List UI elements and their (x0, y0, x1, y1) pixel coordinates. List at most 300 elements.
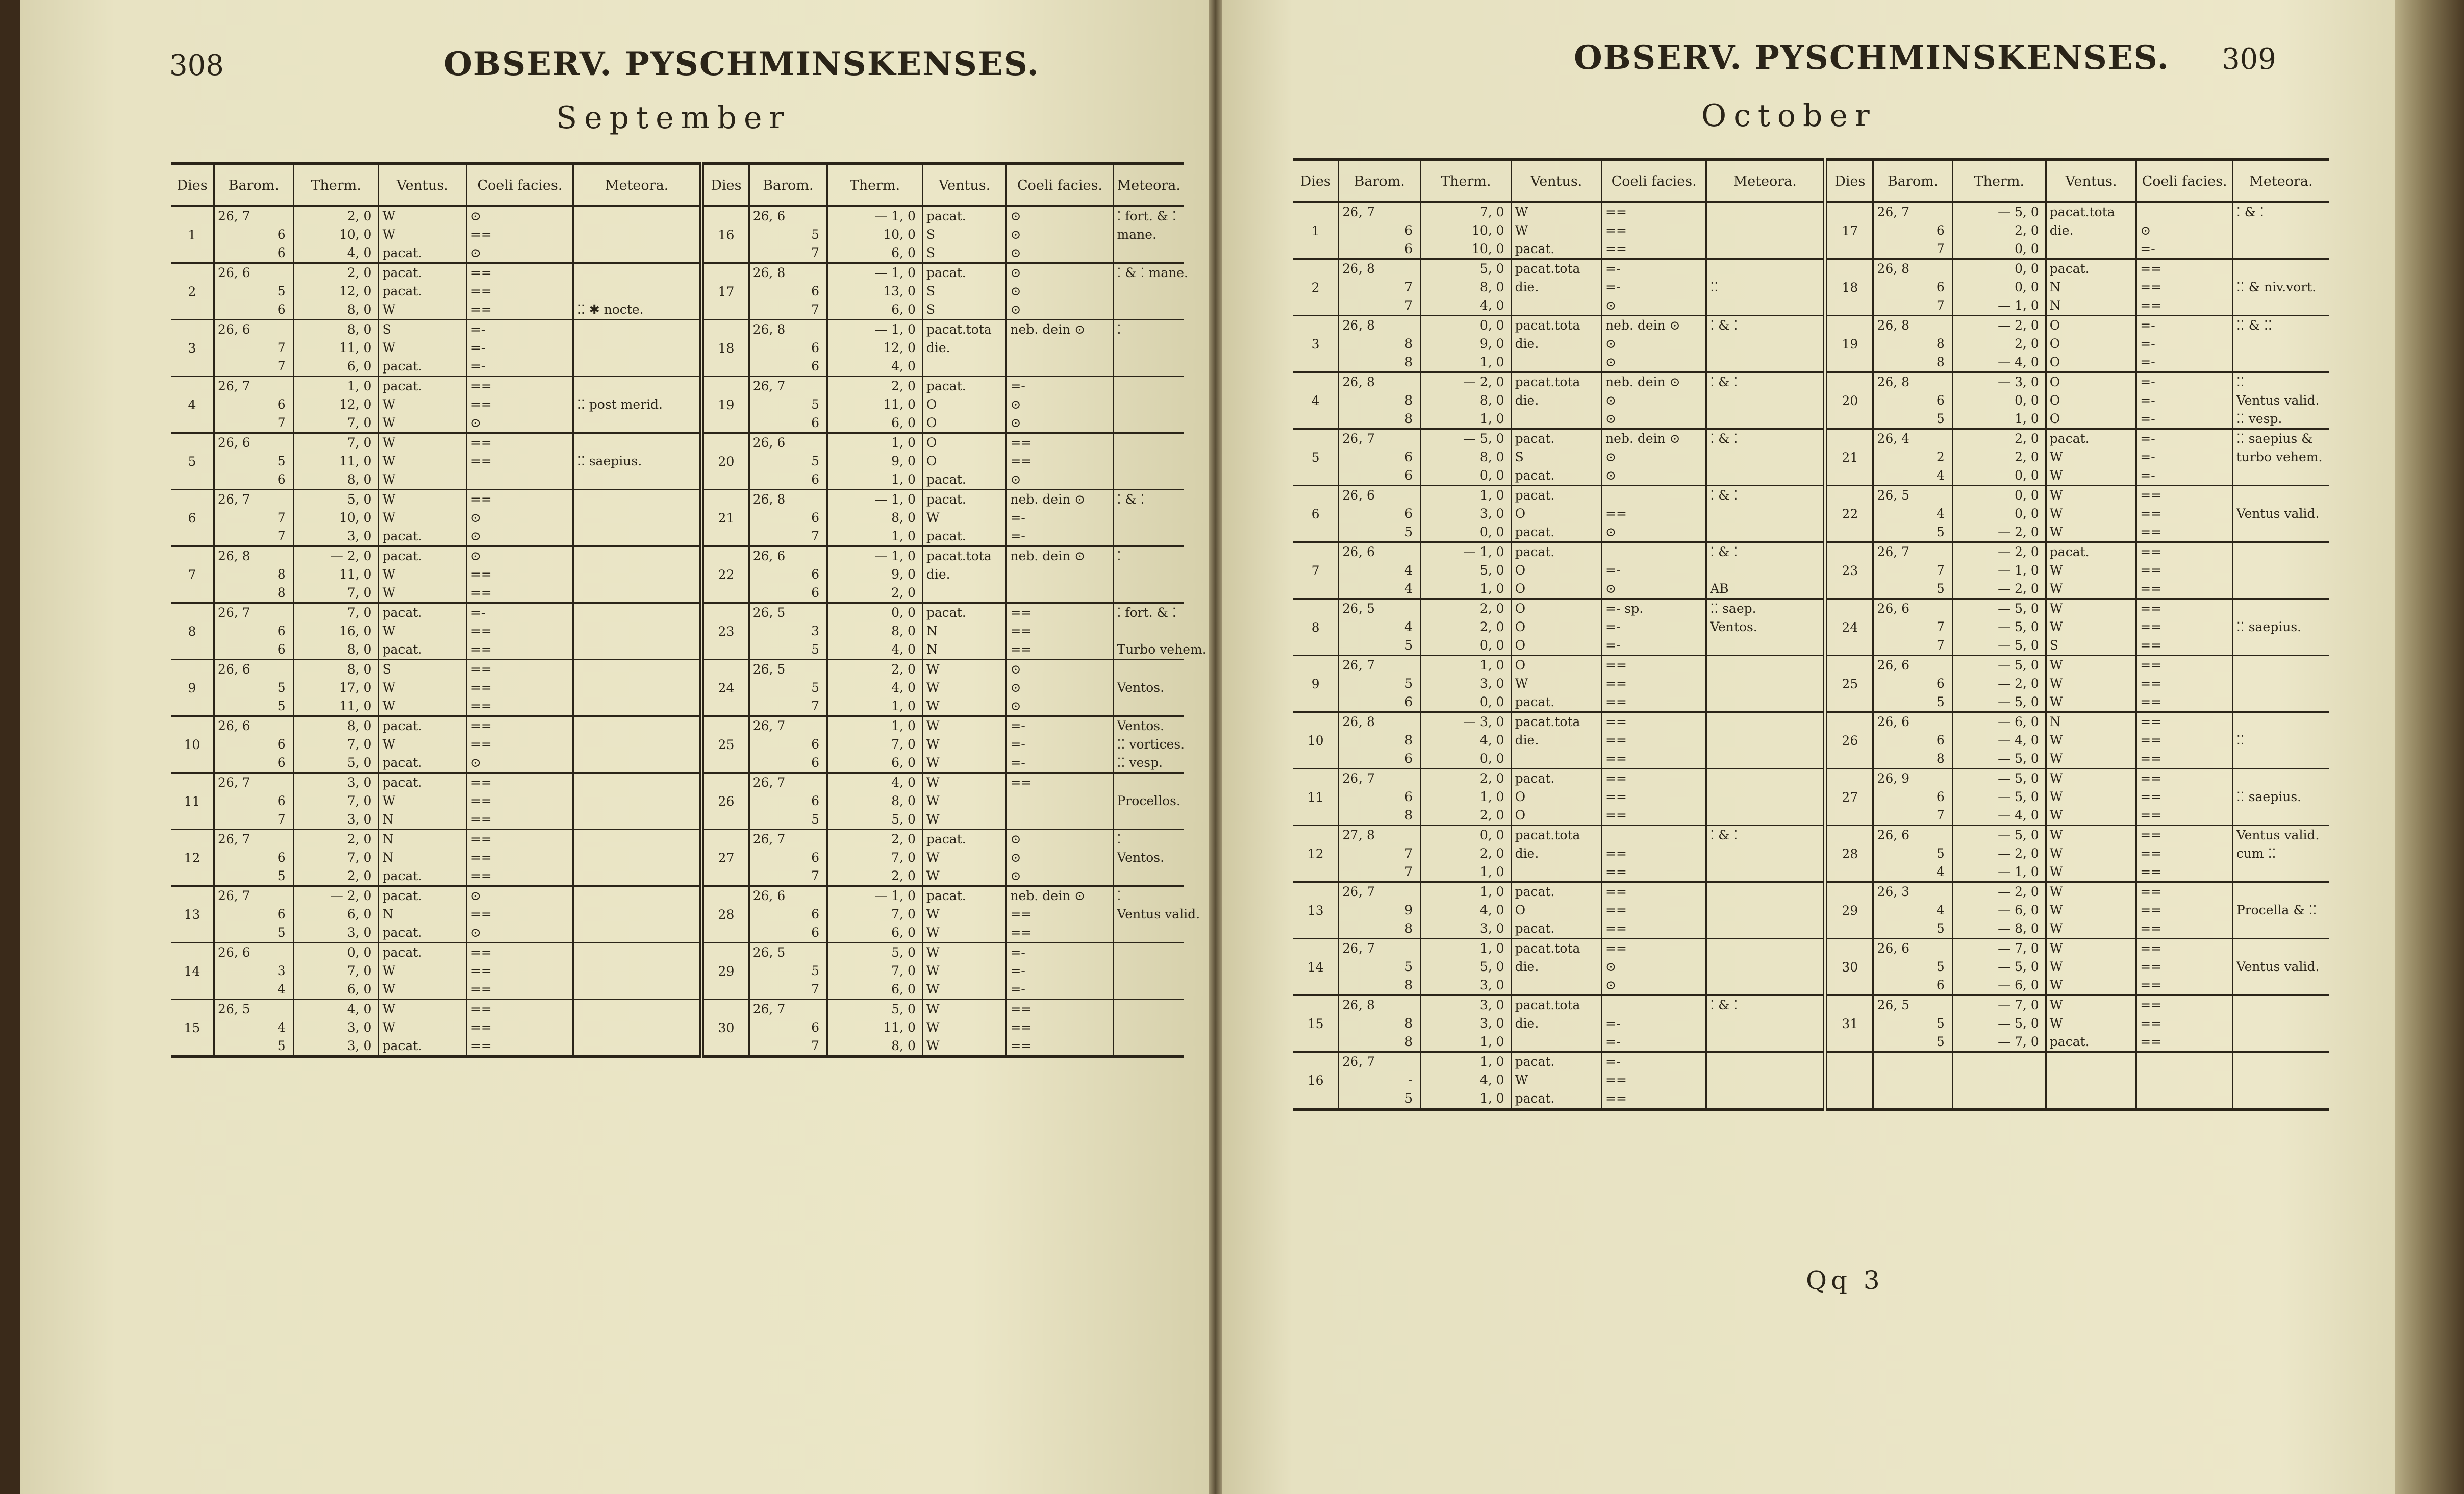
barom-line: 4 (1936, 864, 1945, 879)
therm-cell (1421, 995, 1511, 1052)
meteora-cell (2232, 826, 2329, 882)
barom-line: 3 (277, 963, 286, 978)
ventus-cell (2046, 712, 2136, 769)
coeli-line: =- (1010, 510, 1025, 525)
meteora-line (1707, 788, 1823, 806)
therm-line: 8, 0 (891, 793, 916, 808)
therm-cell (1952, 202, 2046, 259)
coeli-line: =- (2140, 318, 2155, 333)
meteora-line (1707, 693, 1823, 711)
meteora-line: Ventus valid. (1117, 907, 1200, 922)
barom-cell (749, 546, 827, 603)
coeli-line: == (1010, 624, 1032, 638)
barom-line: 26, 7 (1877, 205, 1910, 219)
barom-line: 6 (811, 907, 820, 922)
therm-line: — 3, 0 (1998, 375, 2039, 389)
meteora-line (1114, 622, 1184, 640)
meteora-line: ⁚ & ⁚ (1710, 998, 1738, 1012)
ventus-cell (2046, 429, 2136, 486)
meteora-cell (573, 377, 701, 433)
barom-line: 26, 8 (752, 265, 786, 280)
coeli-cell (1007, 773, 1113, 830)
therm-line: 1, 0 (891, 435, 916, 450)
ventus-line: S (926, 245, 936, 260)
meteora-cell (1113, 1000, 1184, 1057)
table-row (171, 943, 1184, 1000)
meteora-cell (1706, 995, 1825, 1052)
barom-line: 5 (811, 680, 820, 695)
ventus-cell (1511, 1052, 1601, 1110)
therm-line: 7, 0 (1479, 205, 1504, 219)
ventus-line: W (926, 868, 940, 883)
ventus-line: pacat.tota (1515, 998, 1580, 1012)
day-cell: 18 (702, 320, 749, 377)
therm-line: 7, 0 (891, 850, 916, 865)
meteora-line (1114, 565, 1184, 584)
ventus-cell (1511, 995, 1601, 1052)
barom-cell (1339, 372, 1421, 429)
ventus-cell (2046, 995, 2136, 1052)
meteora-cell (573, 773, 701, 830)
therm-line: 9, 0 (1479, 336, 1504, 351)
therm-cell (293, 660, 379, 716)
therm-line: 4, 0 (891, 680, 916, 695)
coeli-line: == (470, 982, 492, 997)
barom-line: 8 (1936, 336, 1945, 351)
meteora-line: Ventos. (1117, 680, 1165, 695)
coeli-line: == (1010, 1020, 1032, 1035)
meteora-line (2233, 466, 2329, 485)
therm-line: — 2, 0 (1998, 318, 2039, 333)
coeli-line: neb. dein ⊙ (1010, 322, 1086, 337)
coeli-line: neb. dein ⊙ (1010, 492, 1086, 507)
day-cell: 28 (1825, 826, 1873, 882)
ventus-line: O (1515, 619, 1526, 634)
coeli-cell (1007, 433, 1113, 490)
therm-line: 3, 0 (347, 925, 372, 940)
coeli-cell (466, 263, 573, 320)
ventus-line: W (382, 585, 396, 600)
coeli-cell (466, 433, 573, 490)
column-header: Therm. (827, 164, 923, 206)
meteora-cell (573, 320, 701, 377)
ventus-line: pacat. (1515, 1091, 1555, 1106)
meteora-line: ⁚ fort. & ⁚ (1117, 209, 1176, 223)
meteora-cell (2232, 202, 2329, 259)
meteora-line (574, 509, 699, 527)
coeli-cell (1007, 206, 1113, 263)
barom-line (1874, 1053, 1951, 1071)
ventus-line: pacat. (926, 472, 966, 487)
barom-line: 26, 7 (1342, 658, 1375, 673)
column-header: Coeli facies. (1007, 164, 1113, 206)
coeli-line: ⊙ (1010, 397, 1021, 412)
coeli-line: == (470, 585, 492, 600)
barom-line: 26, 7 (1342, 884, 1375, 899)
coeli-line: == (2140, 601, 2162, 616)
meteora-line (1707, 335, 1823, 353)
barom-line: 6 (811, 415, 820, 430)
ventus-line: O (926, 435, 937, 450)
barom-cell (1339, 1052, 1421, 1110)
coeli-cell (1007, 320, 1113, 377)
coeli-line: =- (1010, 379, 1025, 393)
ventus-line: S (1515, 450, 1524, 464)
barom-line: 26, 6 (1877, 658, 1910, 673)
ventus-line: die. (1515, 393, 1539, 408)
coeli-line (1602, 543, 1705, 561)
weather-table (1293, 158, 2329, 1111)
therm-line: 9, 0 (891, 567, 916, 582)
therm-line: — 5, 0 (1998, 1016, 2039, 1031)
barom-cell (749, 773, 827, 830)
meteora-line (574, 830, 699, 849)
day-cell: 11 (171, 773, 214, 830)
therm-line: 1, 0 (891, 472, 916, 487)
coeli-line: =- (1010, 982, 1025, 997)
ventus-line: W (926, 699, 940, 713)
therm-line: — 1, 0 (874, 209, 916, 223)
barom-line: 26, 8 (1877, 261, 1910, 276)
coeli-line: ⊙ (1605, 978, 1616, 992)
therm-cell (827, 1000, 923, 1057)
meteora-line (1707, 636, 1823, 655)
therm-cell (1952, 882, 2046, 939)
meteora-line (1707, 901, 1823, 919)
coeli-line: =- (1605, 261, 1621, 276)
ventus-line: N (926, 642, 938, 657)
therm-line: 7, 0 (891, 737, 916, 752)
therm-line: 7, 0 (347, 415, 372, 430)
coeli-cell (2136, 372, 2233, 429)
coeli-line: == (470, 662, 492, 677)
meteora-line (1707, 1033, 1823, 1051)
barom-line: 8 (1404, 1034, 1413, 1049)
therm-line: 13, 0 (883, 284, 916, 298)
barom-line: 6 (277, 245, 286, 260)
meteora-line: ⁚ & ⁚ (1710, 431, 1738, 446)
meteora-line (1114, 244, 1184, 262)
ventus-line: W (2049, 846, 2063, 861)
ventus-line: N (382, 850, 394, 865)
coeli-line: ⊙ (1010, 472, 1021, 487)
meteora-line (1114, 282, 1184, 301)
barom-line: 6 (277, 624, 286, 638)
coeli-line: == (1010, 1002, 1032, 1016)
therm-line: 6, 0 (891, 982, 916, 997)
meteora-line (1707, 391, 1823, 410)
barom-line: 7 (1936, 563, 1945, 578)
coeli-line: == (470, 1002, 492, 1016)
meteora-cell (1706, 599, 1825, 656)
meteora-cell (573, 830, 701, 886)
barom-line: 6 (811, 755, 820, 770)
barom-cell (1873, 826, 1952, 882)
barom-line: 6 (811, 585, 820, 600)
barom-line: 8 (1936, 751, 1945, 766)
therm-cell (293, 1000, 379, 1057)
barom-line: 26, 5 (1342, 601, 1375, 616)
barom-line: 7 (1936, 619, 1945, 634)
meteora-line: ⁚ & ⁚ mane. (1117, 265, 1188, 280)
ventus-cell (2046, 372, 2136, 429)
ventus-cell (922, 263, 1007, 320)
ventus-line: O (1515, 808, 1526, 823)
coeli-line: == (1605, 241, 1627, 256)
meteora-cell (2232, 542, 2329, 599)
meteora-line: mane. (1117, 227, 1156, 242)
coeli-line: ⊙ (2140, 223, 2151, 238)
coeli-cell (2136, 995, 2233, 1052)
ventus-line: pacat. (926, 492, 966, 507)
meteora-cell (2232, 882, 2329, 939)
barom-line: 26, 8 (1877, 318, 1910, 333)
ventus-line: W (2049, 808, 2063, 823)
coeli-line: == (2140, 846, 2162, 861)
coeli-line: =- (1010, 755, 1025, 770)
barom-line: 7 (277, 359, 286, 374)
meteora-cell (573, 263, 701, 320)
ventus-line: pacat. (926, 832, 966, 846)
barom-line: 6 (1404, 468, 1413, 483)
coeli-line: == (470, 907, 492, 922)
meteora-line (1707, 863, 1823, 881)
meteora-line (574, 470, 699, 489)
ventus-cell (2046, 1052, 2136, 1110)
table-row (1293, 939, 2329, 995)
meteora-cell (2232, 995, 2329, 1052)
therm-cell (827, 377, 923, 433)
day-cell: 13 (171, 886, 214, 943)
meteora-line: Turbo vehem. (1117, 642, 1206, 657)
meteora-line (1707, 260, 1823, 278)
meteora-line (2233, 750, 2329, 768)
coeli-line: == (470, 567, 492, 582)
meteora-line (574, 584, 699, 602)
ventus-line: pacat. (1515, 1054, 1555, 1069)
therm-cell (1421, 486, 1511, 542)
barom-cell (214, 1000, 294, 1057)
meteora-line (574, 547, 699, 565)
coeli-cell (1007, 490, 1113, 546)
barom-line: 26, 6 (218, 662, 250, 677)
therm-line: — 6, 0 (1998, 978, 2039, 992)
meteora-line (1707, 806, 1823, 825)
ventus-line: O (2049, 393, 2060, 408)
ventus-line: die. (1515, 959, 1539, 974)
barom-line: 26, 6 (1877, 601, 1910, 616)
ventus-line: pacat. (1515, 431, 1555, 446)
barom-line: 26, 8 (1342, 375, 1375, 389)
table-header (171, 164, 1184, 206)
coeli-line: == (1605, 864, 1627, 879)
table-row (1293, 882, 2329, 939)
column-header: Therm. (1952, 160, 2046, 202)
barom-line: 4 (1936, 468, 1945, 483)
ventus-line: pacat. (1515, 694, 1555, 709)
barom-line: 5 (277, 868, 286, 883)
coeli-cell (1007, 660, 1113, 716)
day-cell: 3 (171, 320, 214, 377)
barom-line: 26, 7 (1877, 544, 1910, 559)
meteora-line (2233, 1053, 2329, 1071)
ventus-line: W (382, 227, 396, 242)
barom-line: 26, 6 (1877, 941, 1910, 956)
barom-line: 26, 6 (752, 209, 786, 223)
coeli-line: == (2140, 676, 2162, 691)
coeli-cell (466, 377, 573, 433)
barom-line: 8 (1404, 921, 1413, 936)
column-header: Coeli facies. (2136, 160, 2233, 202)
therm-line: — 5, 0 (1998, 751, 2039, 766)
therm-cell (827, 433, 923, 490)
meteora-line: turbo vehem. (2236, 450, 2323, 464)
barom-line: 26, 6 (1877, 828, 1910, 842)
barom-line: 26, 7 (218, 832, 250, 846)
ventus-line: pacat. (382, 755, 422, 770)
ventus-line: pacat. (382, 529, 422, 543)
barom-cell (749, 943, 827, 1000)
ventus-line: W (382, 963, 396, 978)
ventus-line: W (382, 209, 396, 223)
therm-line: 0, 0 (1479, 525, 1504, 539)
barom-line: 26, 8 (1342, 261, 1375, 276)
therm-line: 2, 0 (891, 868, 916, 883)
therm-line: 0, 0 (2015, 488, 2039, 503)
meteora-line (574, 490, 699, 509)
barom-line: 6 (1936, 280, 1945, 294)
meteora-line: ⁚ & ⁚ (1710, 318, 1738, 333)
barom-line: 4 (1936, 903, 1945, 917)
ventus-line: W (2049, 884, 2063, 899)
meteora-cell (1706, 1052, 1825, 1110)
meteora-line (1707, 353, 1823, 371)
ventus-line: W (2049, 771, 2063, 786)
column-header: Barom. (1873, 160, 1952, 202)
coeli-line (1602, 996, 1705, 1014)
day-cell: 7 (1293, 542, 1339, 599)
ventus-line: O (1515, 658, 1526, 673)
coeli-line: =- (1605, 563, 1621, 578)
barom-cell (214, 433, 294, 490)
barom-line: - (1408, 1073, 1413, 1087)
meteora-line (2233, 296, 2329, 315)
coeli-line: == (2140, 733, 2162, 748)
day-cell: 2 (171, 263, 214, 320)
meteora-line (574, 640, 699, 659)
table-row (171, 773, 1184, 830)
day-cell: 30 (1825, 939, 1873, 995)
therm-line: 5, 0 (891, 945, 916, 960)
day-cell: 16 (702, 206, 749, 263)
coeli-line: == (2140, 789, 2162, 804)
coeli-line: == (470, 642, 492, 657)
therm-cell (1421, 882, 1511, 939)
coeli-line: == (2140, 619, 2162, 634)
meteora-cell (1113, 263, 1188, 320)
ventus-line: pacat. (1515, 468, 1555, 483)
meteora-line (2233, 675, 2329, 693)
meteora-line: ⁚⁚ ✱ nocte. (576, 302, 644, 317)
coeli-line: == (1605, 941, 1627, 956)
ventus-line: O (1515, 563, 1526, 578)
ventus-cell (2046, 259, 2136, 316)
therm-line: 2, 0 (1479, 601, 1504, 616)
therm-line: 10, 0 (339, 227, 372, 242)
barom-line: 26, 7 (218, 492, 250, 507)
therm-line: 2, 0 (347, 832, 372, 846)
ventus-line: die. (1515, 336, 1539, 351)
coeli-cell (2136, 542, 2233, 599)
barom-line: 26, 5 (752, 605, 786, 620)
meteora-cell (1113, 603, 1206, 660)
therm-cell (293, 886, 379, 943)
meteora-line (1707, 1089, 1823, 1108)
table-row (1293, 995, 2329, 1052)
coeli-cell (1602, 769, 1706, 826)
meteora-line: ⁚⁚ (2236, 733, 2245, 748)
therm-line: 4, 0 (891, 775, 916, 790)
barom-cell (1873, 542, 1952, 599)
barom-line: 26, 5 (752, 945, 786, 960)
day-cell: 25 (1825, 656, 1873, 712)
barom-line: 26, 7 (1342, 941, 1375, 956)
barom-line: 4 (1936, 506, 1945, 521)
coeli-cell (466, 660, 573, 716)
ventus-line: O (2049, 336, 2060, 351)
coeli-line: == (2140, 488, 2162, 503)
meteora-line: ⁚⁚ (1710, 280, 1719, 294)
ventus-cell (379, 1000, 466, 1057)
barom-cell (749, 1000, 827, 1057)
barom-cell (214, 943, 294, 1000)
barom-line: 4 (277, 1020, 286, 1035)
meteora-cell (1706, 429, 1825, 486)
therm-line: — 4, 0 (1998, 808, 2039, 823)
meteora-line (1114, 357, 1184, 376)
ventus-cell (2046, 769, 2136, 826)
therm-cell (1952, 995, 2046, 1052)
ventus-line: W (926, 755, 940, 770)
meteora-line (574, 962, 699, 980)
meteora-line (574, 905, 699, 924)
coeli-line: ⊙ (1605, 450, 1616, 464)
coeli-cell (466, 320, 573, 377)
ventus-line: W (926, 982, 940, 997)
column-header: Therm. (293, 164, 379, 206)
table-row (171, 716, 1184, 773)
barom-line: 26, 7 (218, 605, 250, 620)
coeli-line: ⊙ (470, 549, 481, 563)
therm-line: 1, 0 (1479, 1091, 1504, 1106)
barom-cell (1873, 202, 1952, 259)
ventus-line: W (382, 1020, 396, 1035)
coeli-cell (1007, 546, 1113, 603)
coeli-line: ⊙ (470, 245, 481, 260)
coeli-line (1007, 565, 1112, 584)
ventus-line (923, 357, 1006, 376)
meteora-line: Procella & ⁚⁚ (2236, 903, 2317, 917)
ventus-line: O (1515, 638, 1526, 653)
barom-cell (214, 546, 294, 603)
therm-line: 0, 0 (347, 945, 372, 960)
barom-cell (214, 886, 294, 943)
barom-line: 3 (811, 624, 820, 638)
coeli-line: == (2140, 694, 2162, 709)
barom-line: 5 (811, 642, 820, 657)
therm-line: 3, 0 (1479, 506, 1504, 521)
barom-line: 5 (811, 454, 820, 468)
